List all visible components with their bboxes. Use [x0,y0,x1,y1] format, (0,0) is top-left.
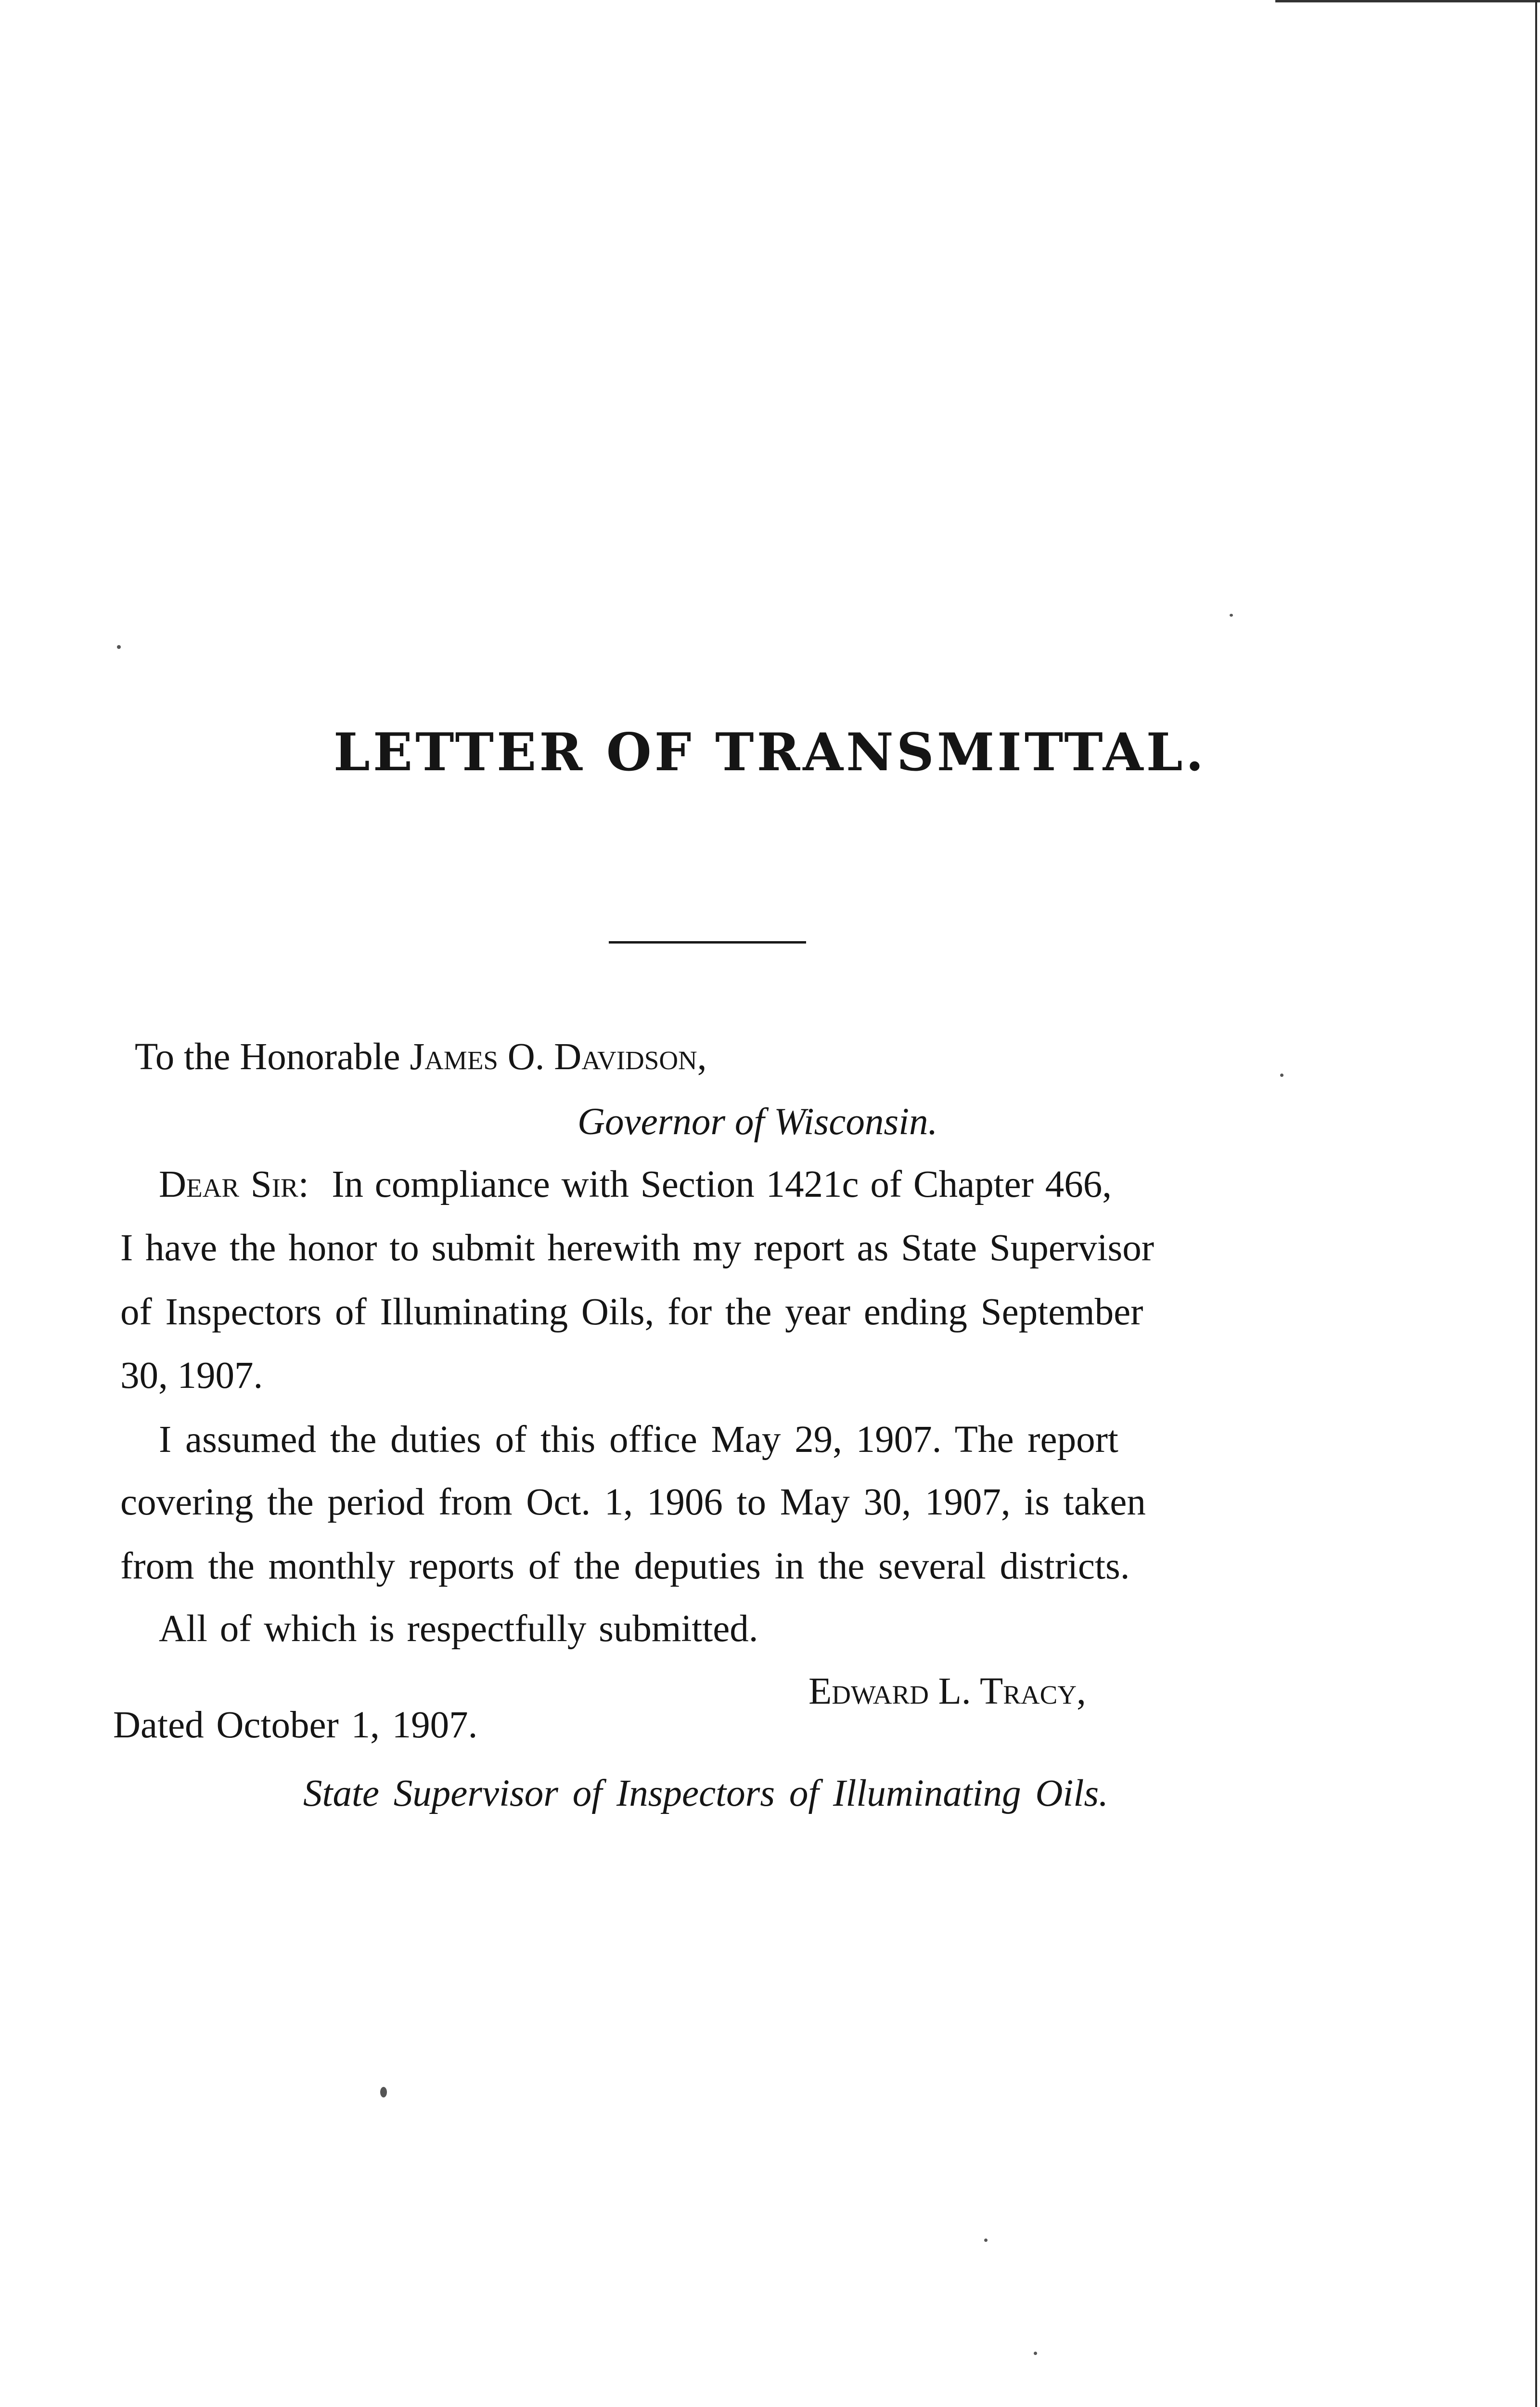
title-divider [609,941,806,944]
paper-speck [117,645,121,649]
paragraph1-line1-text: In compliance with Section 1421c of Chapter 466, [332,1164,1112,1205]
closing-line: All of which is respectfully submitted. [159,1608,758,1650]
dated-line: Dated October 1, 1907. [113,1704,478,1746]
greeting: Dear Sir: [159,1164,309,1205]
addressee-office: Governor of Wisconsin. [578,1101,938,1143]
paper-speck [984,2239,988,2242]
paper-speck [380,2087,387,2097]
salutation-prefix: To the Honorable [135,1036,410,1078]
addressee-name: James O. Davidson, [410,1036,707,1078]
right-edge-rule [1535,0,1537,2407]
paragraph2-line3: from the monthly reports of the deputies in the several districts. [120,1545,1130,1587]
paper-speck [1230,614,1233,617]
paragraph1-line2: I have the honor to submit herewith my report as State Supervisor [120,1227,1155,1269]
signature-title: State Supervisor of Inspectors of Illuminating Oils. [303,1773,1108,1814]
paragraph1-line4: 30, 1907. [120,1355,263,1397]
top-edge-rule [1275,0,1540,2]
paragraph1-line3: of Inspectors of Illuminating Oils, for the year ending September [120,1291,1143,1333]
paper-speck [1034,2352,1037,2355]
paragraph2-line1: I assumed the duties of this office May 29, 1907. The report [159,1419,1118,1461]
page-title: LETTER OF TRANSMITTAL. [333,722,1207,783]
salutation-line [135,1025,707,1089]
signature-name: Edward L. Tracy, [808,1670,1086,1712]
paper-speck [1280,1074,1283,1077]
paragraph2-line2: covering the period from Oct. 1, 1906 to May 30, 1907, is taken [120,1481,1146,1523]
paragraph1-line1 [159,1153,1112,1216]
